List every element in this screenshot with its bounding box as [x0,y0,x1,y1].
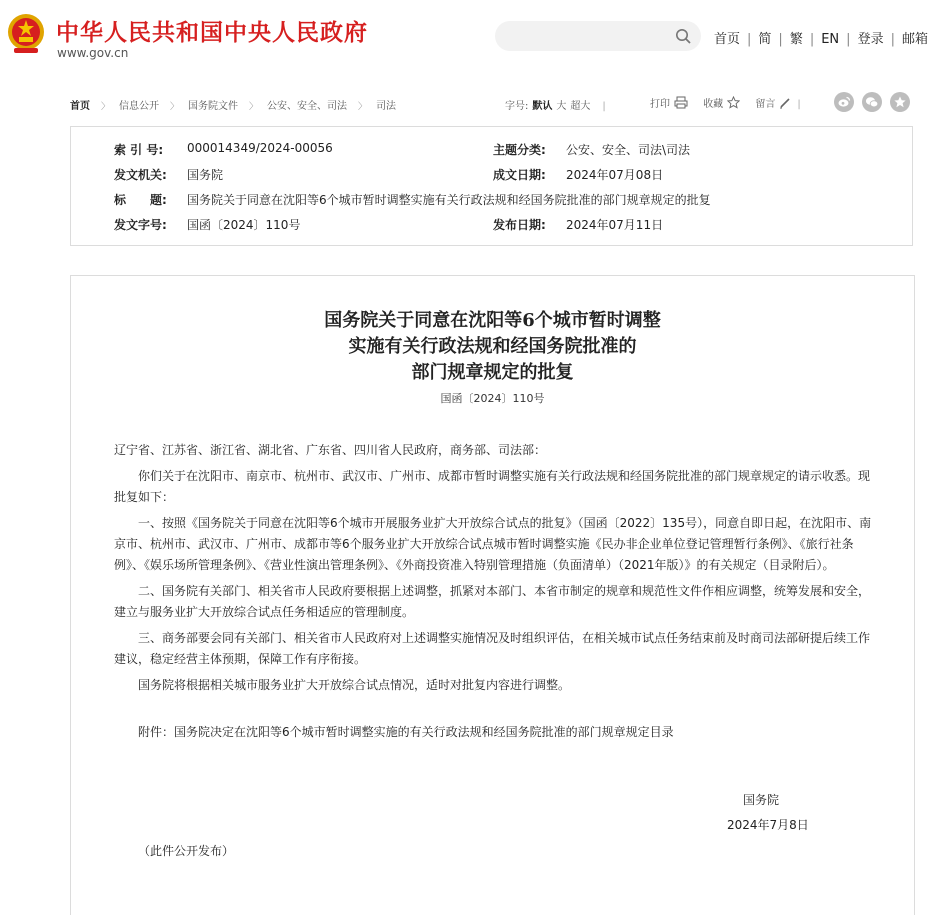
comment-button[interactable] [755,95,791,110]
site-title[interactable]: 中华人民共和国中央人民政府 [56,20,368,46]
search-icon[interactable] [675,28,691,44]
published-date-label: 发布日期: [493,218,546,232]
nav-simplified[interactable]: 简 [758,32,772,47]
nav-login[interactable]: 登录 [857,32,884,47]
paragraph: 一、按照《国务院关于同意在沈阳等6个城市开展服务业扩大开放综合试点的批复》（国函〔2022〕135号），同意自即日起，在沈阳市、南京市、杭州市、武汉市、广州市、成都市等6个服务业扩大开放综合试点城市暂时调整实施《民办非企业单位登记管理暂行条例》、《旅行社条例》、《娱乐场所管理条例》、《营业性演出管理条例》、《外商投资准入特别管理措施（负面清单）（2021年版）》的有关规定（目录附后）。 [114,516,872,572]
toolbar-separator [694,99,697,110]
meta-row [71,166,912,186]
nav-separator: | [890,32,895,47]
index-number-label: 索 引 号: [114,143,164,157]
page-tools [650,95,807,110]
signer: 国务院 [743,793,780,807]
title-value: 国务院关于同意在沈阳等6个城市暂时调整实施有关行政法规和经国务院批准的部门规章规定的批复 [187,193,711,207]
doc-number-value: 国函〔2024〕110号 [187,218,301,232]
breadcrumb-info-public[interactable]: 信息公开 [119,101,160,112]
nav-home[interactable]: 首页 [714,32,741,47]
paragraph: 你们关于在沈阳市、南京市、杭州市、武汉市、广州市、成都市暂时调整实施有关行政法规和经国务院批准的部门规章规定的请示收悉。现批复如下： [114,469,871,504]
font-size-label: 字号: [505,101,529,112]
paragraph: 国务院将根据相关城市服务业扩大开放综合试点情况，适时对批复内容进行调整。 [138,678,571,692]
document-title [71,308,914,386]
document-title-line: 部门规章规定的批复 [411,362,574,383]
breadcrumb-public-security[interactable]: 公安、安全、司法 [267,101,348,112]
breadcrumb-state-council-docs[interactable]: 国务院文件 [188,101,239,112]
meta-row [71,216,912,236]
wechat-share-icon[interactable] [862,92,882,112]
category-label: 主题分类: [493,143,546,157]
share-buttons [834,92,918,115]
breadcrumb-arrow-icon: 〉 [249,102,259,112]
issuer-label: 发文机关: [114,168,167,182]
document-title-line: 实施有关行政法规和经国务院批准的 [348,336,637,357]
font-size-large[interactable]: 大 [556,101,567,112]
attachment-note: 附件：国务院决定在沈阳等6个城市暂时调整实施的有关行政法规和经国务院批准的部门规章规定目录 [138,725,674,739]
created-date-value: 2024年07月08日 [566,168,664,182]
issuer-value: 国务院 [187,168,224,182]
nav-separator: | [809,32,815,47]
favorite-share-icon[interactable] [890,92,910,112]
document-meta-table [70,126,913,246]
breadcrumb-arrow-icon: 〉 [170,102,180,112]
favorite-label: 收藏 [703,99,724,110]
search-input[interactable] [495,21,701,51]
index-number-value: 000014349/2024-00056 [187,141,333,155]
site-url: www.gov.cn [57,46,129,60]
document-body [114,440,874,748]
paragraph: 二、国务院有关部门、相关省市人民政府要根据上述调整，抓紧对本部门、本省市制定的规章和规范性文件作相应调整，统筹发展和安全，建立与服务业扩大开放综合试点任务相适应的管理制度。 [114,584,871,619]
font-size-default[interactable]: 默认 [532,101,553,112]
nav-separator: | [778,32,783,47]
publication-note: （此件公开发布） [138,844,235,858]
favorite-button[interactable] [703,95,740,110]
breadcrumb-home[interactable]: 首页 [70,101,90,112]
nav-separator: | [846,32,851,47]
meta-row [71,191,912,211]
national-emblem-icon[interactable] [6,12,46,56]
breadcrumb-arrow-icon: 〉 [358,102,368,112]
sign-date: 2024年7月8日 [727,818,809,832]
print-label: 打印 [650,99,670,110]
breadcrumb [70,97,396,112]
breadcrumb-arrow-icon: 〉 [101,102,111,112]
font-size-switcher [505,97,606,112]
paragraph: 三、商务部要会同有关部门、相关省市人民政府对上述调整实施情况及时组织评估，在相关城市试点任务结束前及时商司法部研提后续工作建议，稳定经营主体预期，保障工作有序衔接。 [114,631,871,666]
nav-separator: | [747,32,752,47]
published-date-value: 2024年07月11日 [566,218,664,232]
breadcrumb-justice[interactable]: 司法 [376,101,397,112]
weibo-share-icon[interactable] [834,92,854,112]
created-date-label: 成文日期: [493,168,546,182]
document-title-line: 国务院关于同意在沈阳等6个城市暂时调整 [324,310,661,331]
meta-row [71,141,912,161]
recipients: 辽宁省、江苏省、浙江省、湖北省、广东省、四川省人民政府，商务部、司法部： [114,443,547,457]
category-value: 公安、安全、司法\司法 [566,143,691,157]
printer-icon [674,96,688,109]
top-nav [714,28,928,47]
toolbar-separator: | [797,99,801,110]
font-size-xlarge[interactable]: 超大 [570,101,591,112]
pencil-icon [779,97,791,109]
breadcrumb-bar [70,92,915,116]
nav-english[interactable]: EN [821,32,840,47]
nav-traditional[interactable]: 繁 [789,32,803,47]
document-number: 国函〔2024〕110号 [440,392,545,405]
toolbar-separator [746,99,749,110]
title-label: 标 题: [114,193,167,207]
site-header [0,0,940,80]
nav-mailbox[interactable]: 邮箱 [901,32,928,47]
toolbar-separator: | [602,101,606,112]
comment-label: 留言 [755,99,776,110]
doc-number-label: 发文字号: [114,218,167,232]
print-button[interactable] [650,95,688,110]
star-icon [727,96,740,109]
document-content [70,275,915,915]
